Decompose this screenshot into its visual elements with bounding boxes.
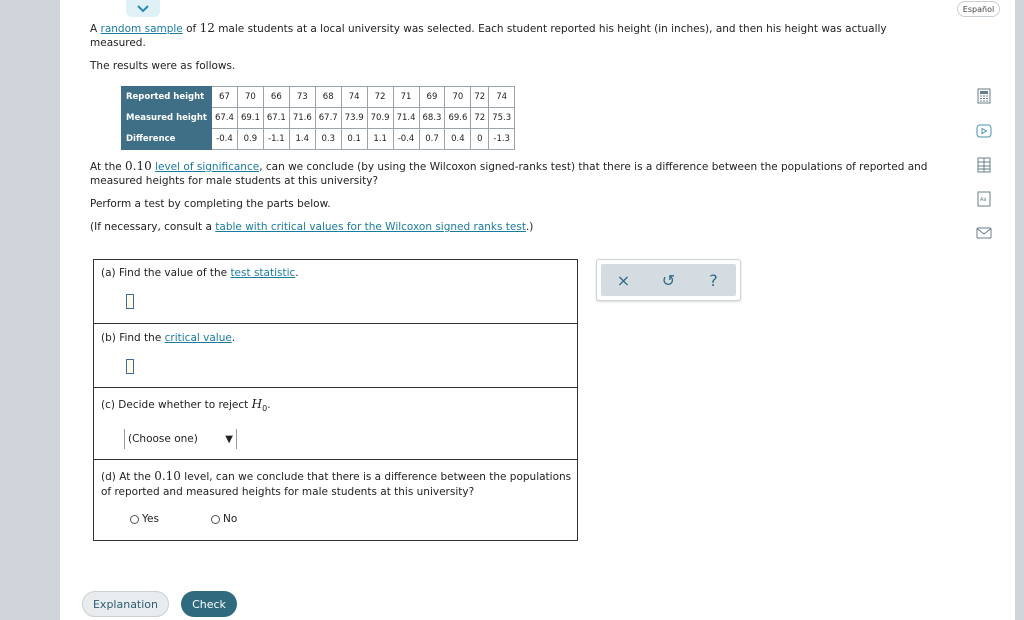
select-value: (Choose one): [128, 433, 198, 445]
table-cell: 70: [237, 87, 263, 108]
table-cell: 68: [315, 87, 341, 108]
answer-toolbox: [596, 259, 741, 301]
clear-icon[interactable]: ×: [616, 270, 631, 290]
critical-values-table-link[interactable]: table with critical values for the Wilcoxon signed ranks test: [215, 221, 526, 233]
part-a-prompt: (a) Find the value of the test statistic.: [101, 267, 299, 279]
table-cell: 73.9: [341, 108, 367, 129]
table-cell: 0.9: [237, 129, 263, 150]
table-cell: 73: [289, 87, 315, 108]
chevron-down-icon: [136, 4, 150, 13]
critical-value-input[interactable]: [126, 359, 134, 374]
toolbox-inner: [601, 264, 736, 296]
table-icon[interactable]: [974, 155, 994, 175]
reject-h0-select[interactable]: [124, 429, 237, 449]
table-reference: (If necessary, consult a table with critical values for the Wilcoxon signed ranks test.): [90, 221, 534, 233]
intro-paragraph: A random sample of 12 male students at a local university was selected. Each student reported his height (in inches), and then his height was actually: [90, 21, 887, 35]
random-sample-link[interactable]: random sample: [100, 23, 183, 35]
table-cell: 69: [419, 87, 445, 108]
results-label: The results were as follows.: [90, 60, 236, 72]
table-cell: -0.4: [393, 129, 419, 150]
table-cell: -1.3: [489, 129, 515, 150]
table-cell: 71: [393, 87, 419, 108]
question-paragraph: At the 0.10 level of significance, can we conclude (by using the Wilcoxon signed-ranks test) that there is a difference between the populations of reported and: [90, 159, 928, 173]
table-cell: 72: [367, 87, 393, 108]
table-row: [122, 129, 515, 150]
table-cell: 69.6: [445, 108, 471, 129]
table-cell: 70.9: [367, 108, 393, 129]
table-cell: 0.1: [341, 129, 367, 150]
test-statistic-link[interactable]: test statistic: [230, 267, 296, 279]
table-cell: 0.3: [315, 129, 341, 150]
table-cell: 0: [471, 129, 489, 150]
table-cell: -1.1: [263, 129, 289, 150]
table-cell: 1.1: [367, 129, 393, 150]
table-cell: 70: [445, 87, 471, 108]
radio-circle-icon: [211, 515, 220, 524]
table-cell: 1.4: [289, 129, 315, 150]
language-button[interactable]: Español: [957, 1, 1000, 17]
row-header: Reported height: [122, 87, 212, 108]
check-button[interactable]: Check: [181, 591, 237, 617]
table-cell: -0.4: [212, 129, 238, 150]
row-header: Measured height: [122, 108, 212, 129]
table-cell: 71.4: [393, 108, 419, 129]
glossary-icon[interactable]: [974, 189, 994, 209]
table-cell: 74: [341, 87, 367, 108]
radio-circle-icon: [130, 515, 139, 524]
mail-icon[interactable]: [974, 223, 994, 243]
table-cell: 68.3: [419, 108, 445, 129]
table-cell: 67.4: [212, 108, 238, 129]
yes-radio[interactable]: Yes: [130, 513, 159, 525]
table-cell: 75.3: [489, 108, 515, 129]
right-edge: [1015, 0, 1024, 620]
table-cell: 67.1: [263, 108, 289, 129]
help-icon[interactable]: ?: [709, 270, 718, 290]
table-row: [122, 87, 515, 108]
table-cell: 66: [263, 87, 289, 108]
part-b-prompt: (b) Find the critical value.: [101, 332, 236, 344]
height-data-table: [121, 86, 515, 150]
video-icon[interactable]: [974, 121, 994, 141]
calculator-icon[interactable]: [974, 86, 994, 106]
table-cell: 67: [212, 87, 238, 108]
part-c-prompt: (c) Decide whether to reject $H_0$.: [101, 397, 271, 414]
no-radio[interactable]: No: [211, 513, 237, 525]
row-header: Difference: [122, 129, 212, 150]
svg-text:Aa: Aa: [980, 197, 987, 203]
table-cell: 0.4: [445, 129, 471, 150]
dropdown-arrow-icon: ▼: [225, 433, 233, 445]
intro-paragraph-cont: measured.: [90, 37, 146, 49]
table-cell: 74: [489, 87, 515, 108]
part-d-prompt: (d) At the 0.10 level, can we conclude that there is a difference between the populations: [101, 469, 572, 483]
test-statistic-input[interactable]: [126, 294, 134, 309]
table-cell: 0.7: [419, 129, 445, 150]
undo-icon[interactable]: ↺: [661, 270, 676, 290]
table-cell: 72: [471, 87, 489, 108]
table-cell: 72: [471, 108, 489, 129]
collapse-toggle[interactable]: [126, 0, 160, 17]
question-paragraph-cont: measured heights for male students at this university?: [90, 175, 379, 187]
instructions: Perform a test by completing the parts below.: [90, 198, 331, 210]
table-cell: 69.1: [237, 108, 263, 129]
significance-level-link[interactable]: level of significance: [155, 161, 260, 173]
table-cell: 67.7: [315, 108, 341, 129]
table-cell: 71.6: [289, 108, 315, 129]
explanation-button[interactable]: Explanation: [82, 591, 169, 617]
critical-value-link[interactable]: critical value: [164, 332, 232, 344]
part-d-prompt-cont: of reported and measured heights for male students at this university?: [101, 486, 475, 498]
table-row: [122, 108, 515, 129]
